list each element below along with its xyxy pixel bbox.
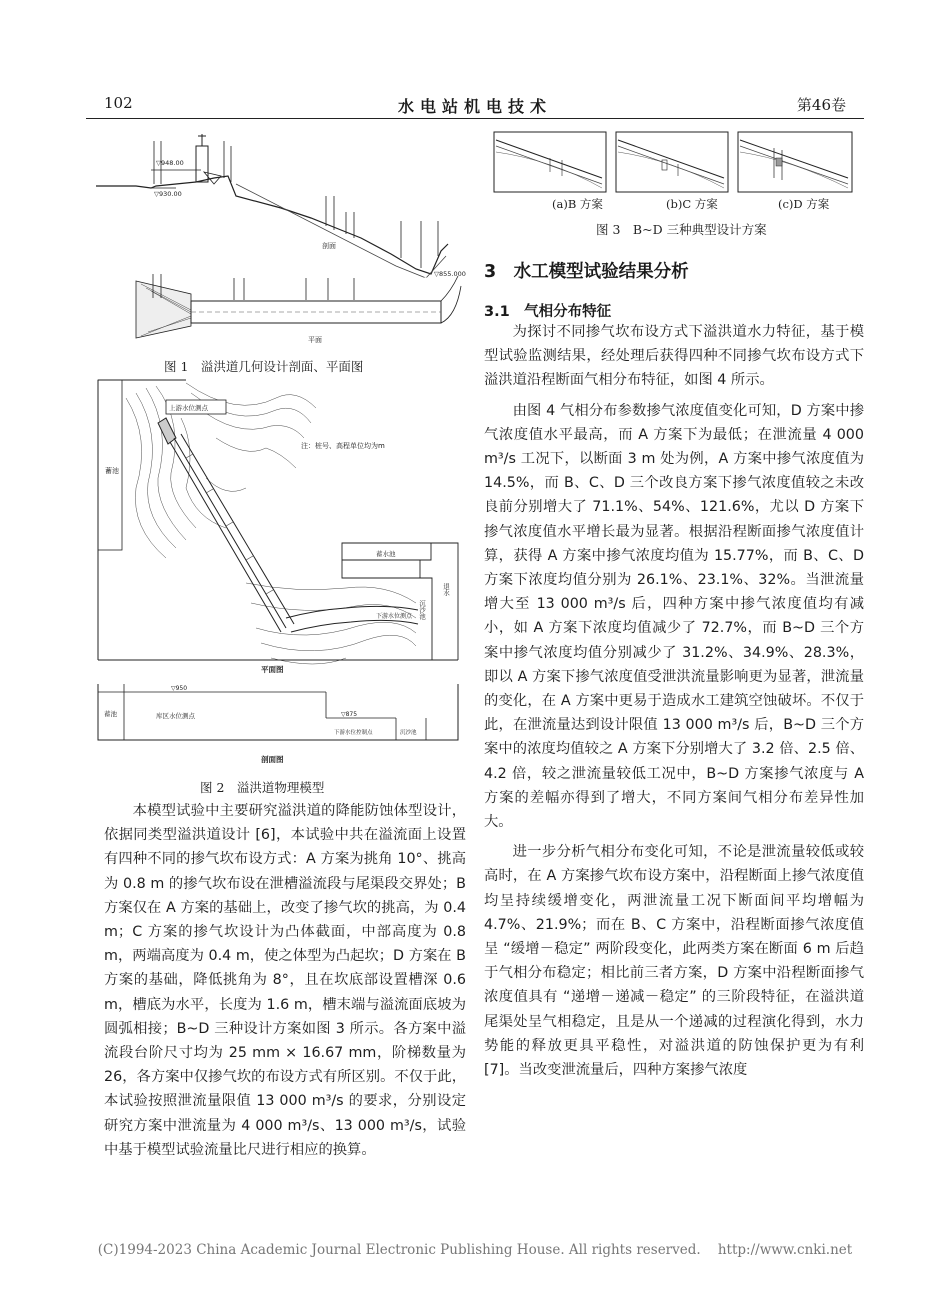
fig3-sub-c: (c)D 方案: [778, 197, 830, 211]
header-rule: [86, 118, 864, 119]
fig2-label-upstream: 上游水位测点: [169, 404, 208, 412]
figure1-drawing: [96, 126, 468, 348]
svg-text:蓄池: 蓄池: [104, 710, 117, 718]
fig1-elev-label-2: ▽930.00: [154, 190, 182, 198]
footer-copyright: (C)1994-2023 China Academic Journal Electronic Publishing House. All rights reserved.: [97, 1242, 701, 1258]
right-paragraph-3: 进一步分析气相分布变化可知，不论是泄流量较低或较高时，在 A 方案掺气坎布设方案中，沿程断面上掺气浓度值均呈持续缓增变化，两泄流量工况下断面间平均增幅为 4.7%、21.9%；而在 B、C 方案中，沿程断面掺气浓度值呈 “缓增－稳定” 两阶段变化，此两类方案在断面 6 m 后趋于气相分布稳定；相比前三者方案，D 方案中沿程断面掺气浓度值具有 “递增－递减－稳定” 的三阶段特征，在溢洪道尾渠处呈气相稳定，且是从一个递减的过程演化得到，水力势能的释放更具平稳性，对溢洪道的防蚀保护更为有利 [7]。当改变泄流量后，四种方案掺气浓度: [484, 844, 864, 1079]
figure3-drawing: [492, 130, 858, 198]
fig2-label-sediment-2: 沉沙池: [400, 730, 417, 736]
figure2-caption: 图 2 溢洪道物理模型: [200, 780, 325, 795]
section-3-1-heading: 3.1 气相分布特征: [484, 304, 612, 320]
svg-text:蓄池: 蓄池: [105, 467, 119, 475]
fig2-section-title: 剖面图: [261, 755, 284, 764]
fig1-section-label: 剖面: [322, 242, 336, 250]
fig2-label-outflow: 退水: [442, 583, 450, 596]
fig2-label-reservoir: 库区水位测点: [156, 712, 195, 720]
fig1-plan-label: 平面: [308, 336, 322, 344]
journal-title: 水电站机电技术: [397, 97, 552, 116]
section-3-heading: 3 水工模型试验结果分析: [484, 262, 689, 282]
fig2-label-sediment: 沉沙池: [418, 600, 426, 620]
right-column-text: [484, 320, 864, 1082]
fig3-panel-b: [494, 132, 606, 192]
figure1-caption: 图 1 溢洪道几何设计剖面、平面图: [164, 359, 364, 374]
figure3-caption: 图 3 B~D 三种典型设计方案: [596, 222, 767, 237]
fig2-label-pool: 蓄水池: [376, 550, 396, 558]
fig3-sub-b: (b)C 方案: [666, 197, 718, 211]
fig3-panel-c: [616, 132, 728, 192]
left-column-text: [104, 799, 466, 1162]
fig1-elev-label-1: ▽948.00: [156, 159, 184, 167]
fig1-elev-label-3: ▽855.000: [434, 270, 466, 278]
right-paragraph-1: 为探讨不同掺气坎布设方式下溢洪道水力特征，基于模型试验监测结果，经处理后获得四种不同掺气坎布设方式下溢洪道沿程断面气相分布特征，如图 4 所示。: [484, 324, 864, 389]
fig2-label-downstream: 下游水位测点: [376, 613, 413, 620]
footer-url[interactable]: http://www.cnki.net: [717, 1242, 853, 1258]
copyright-footer: [0, 1242, 950, 1258]
figure2-drawing: [96, 378, 470, 768]
fig2-note: 注：桩号、高程单位均为m: [301, 442, 385, 450]
fig3-sub-a: (a)B 方案: [552, 197, 603, 211]
page-number: 102: [104, 94, 133, 112]
fig3-panel-d: [738, 132, 852, 192]
fig2-elev-875: ▽875: [341, 711, 358, 718]
fig2-label-ctrl: 下游水位控制点: [334, 730, 373, 736]
fig2-elev-950: ▽950: [171, 685, 188, 692]
fig2-plan-title: 平面图: [261, 665, 284, 674]
volume-label: 第46卷: [796, 96, 846, 114]
right-paragraph-2: 由图 4 气相分布参数掺气浓度值变化可知，D 方案中掺气浓度值水平最高，而 A 方案下为最低；在泄流量 4 000 m³/s 工况下，以断面 3 m 处为例，A 方案中掺气浓度值为 14.5%，而 B、C、D 三个改良方案下掺气浓度值较之未改良前分别增大了 71.1%、54%、121.6%，尤以 D 方案下掺气浓度值水平增长最为显著。根据沿程断面掺气浓度值计算，获得 A 方案中掺气浓度均值为 15.77%，而 B、C、D 方案下浓度均值分别为 26.1%、23.1%、32%。当泄流量增大至 13 000 m³/s 后，四种方案中掺气浓度值均有减小，如 A 方案下浓度均值减少了 72.7%，而 B~D 三个方案中掺气浓度均值分别减少了 31.2%、34.9%、28.3%，即以 A 方案下掺气浓度值受泄洪流量影响更为显著，泄流量的变化，在 A 方案中更易于造成水工建筑空蚀破坏。不仅于此，在泄流量达到设计限值 13 000 m³/s 后，B~D 三个方案中的浓度均值较之 A 方案下分别增大了 3.2 倍、2.5 倍、4.2 倍，较之泄流量较低工况中，B~D 方案掺气浓度与 A 方案的差幅亦得到了增大，不同方案间气相分布差异性加大。: [484, 402, 864, 831]
left-paragraph: 本模型试验中主要研究溢洪道的降能防蚀体型设计，依据同类型溢洪道设计 [6]，本试验中共在溢流面上设置有四种不同的掺气坎布设方式：A 方案为挑角 10°、挑高为 0.8 m 的掺气坎布设在泄槽溢流段与尾渠段交界处；B 方案仅在 A 方案的基础上，改变了掺气坎的挑高，为 0.4 m；C 方案的掺气坎设计为凸体截面，中部高度为 0.8 m，两端高度为 0.4 m，使之体型为凸起坎；D 方案在 B 方案的基础，降低挑角为 8°，且在坎底部设置槽深 0.6 m，槽底为水平，长度为 1.6 m，槽末端与溢流面底坡为圆弧相接；B~D 三种设计方案如图 3 所示。各方案中溢流段台阶尺寸均为 25 mm × 16.67 mm，阶梯数量为 26，各方案中仅掺气坎的布设方式有所区别。不仅于此，本试验按照泄流量限值 13 000 m³/s 的要求，分别设定研究方案中泄流量为 4 000 m³/s、13 000 m³/s，试验中基于模型试验流量比尺进行相应的换算。: [104, 803, 466, 1158]
